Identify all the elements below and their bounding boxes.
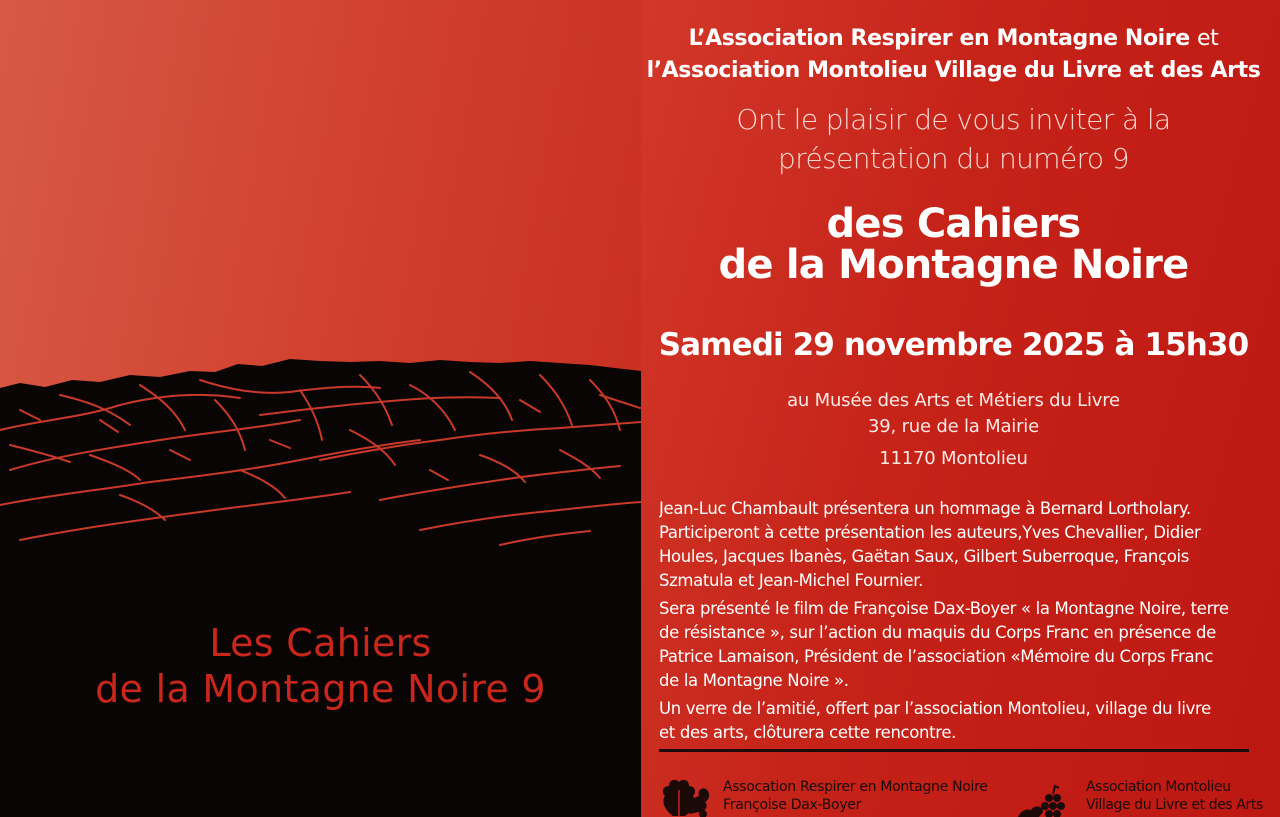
publication-title-line-1: des Cahiers: [826, 201, 1081, 247]
paragraph-line: de résistance », sur l’action du maquis du Corps Franc en présence de: [659, 623, 1216, 642]
invitation-panel: [641, 0, 1280, 817]
mountain-silhouette: [0, 359, 641, 817]
paragraph-line: et des arts, clôturera cette rencontre.: [659, 723, 957, 742]
footer-org1-name: Assocation Respirer en Montagne Noire: [723, 779, 988, 795]
publication-title-line-2: de la Montagne Noire: [718, 242, 1189, 288]
paragraph-speakers: [659, 497, 1251, 593]
paragraph-film: [659, 597, 1251, 693]
oak-leaf-icon: [659, 776, 713, 817]
event-city: 11170 Montolieu: [879, 448, 1028, 469]
footer-org2-line1: Association Montolieu: [1086, 779, 1231, 795]
paragraph-line: Un verre de l’amitié, offert par l’association Montolieu, village du livre: [659, 699, 1211, 718]
footer-org1-person: Françoise Dax-Boyer: [723, 797, 862, 813]
organizer-2: l’Association Montolieu Village du Livre et des Arts: [646, 58, 1261, 83]
organizer-conjunction: et: [1197, 26, 1219, 51]
paragraph-line: Jean-Luc Chambault présentera un hommage à Bernard Lortholary.: [659, 499, 1191, 518]
paragraph-line: Participeront à cette présentation les auteurs,Yves Chevallier, Didier: [659, 523, 1201, 542]
paragraph-line: de la Montagne Noire ».: [659, 671, 849, 690]
footer-organizer-2: [1086, 778, 1263, 814]
event-venue: au Musée des Arts et Métiers du Livre: [787, 390, 1120, 411]
paragraph-line: Houles, Jacques Ibanès, Gaëtan Saux, Gilbert Suberroque, François: [659, 547, 1189, 566]
organizer-line-1: [641, 24, 1266, 54]
paragraph-line: Szmatula et Jean-Michel Fournier.: [659, 571, 924, 590]
divider: [659, 749, 1249, 752]
paragraph-line: Sera présenté le film de Françoise Dax-Boyer « la Montagne Noire, terre: [659, 599, 1229, 618]
invite-line-2: présentation du numéro 9: [778, 142, 1129, 175]
event-street: 39, rue de la Mairie: [868, 416, 1039, 437]
footer-organizer-1: [723, 778, 988, 814]
paragraph-line: Patrice Lamaison, Président de l’association «Mémoire du Corps Franc: [659, 647, 1214, 666]
paragraph-reception: [659, 697, 1251, 745]
grapes-icon: [1013, 784, 1077, 817]
organizer-1: L’Association Respirer en Montagne Noire: [688, 26, 1190, 51]
cover-title-line1: Les Cahiers: [209, 621, 432, 665]
footer-org2-line2: Village du Livre et des Arts: [1086, 797, 1263, 813]
event-date: Samedi 29 novembre 2025 à 15h30: [658, 327, 1249, 363]
invite-line-1: Ont le plaisir de vous inviter à la: [736, 103, 1171, 136]
cover-title-line2: de la Montagne Noire 9: [95, 667, 546, 711]
